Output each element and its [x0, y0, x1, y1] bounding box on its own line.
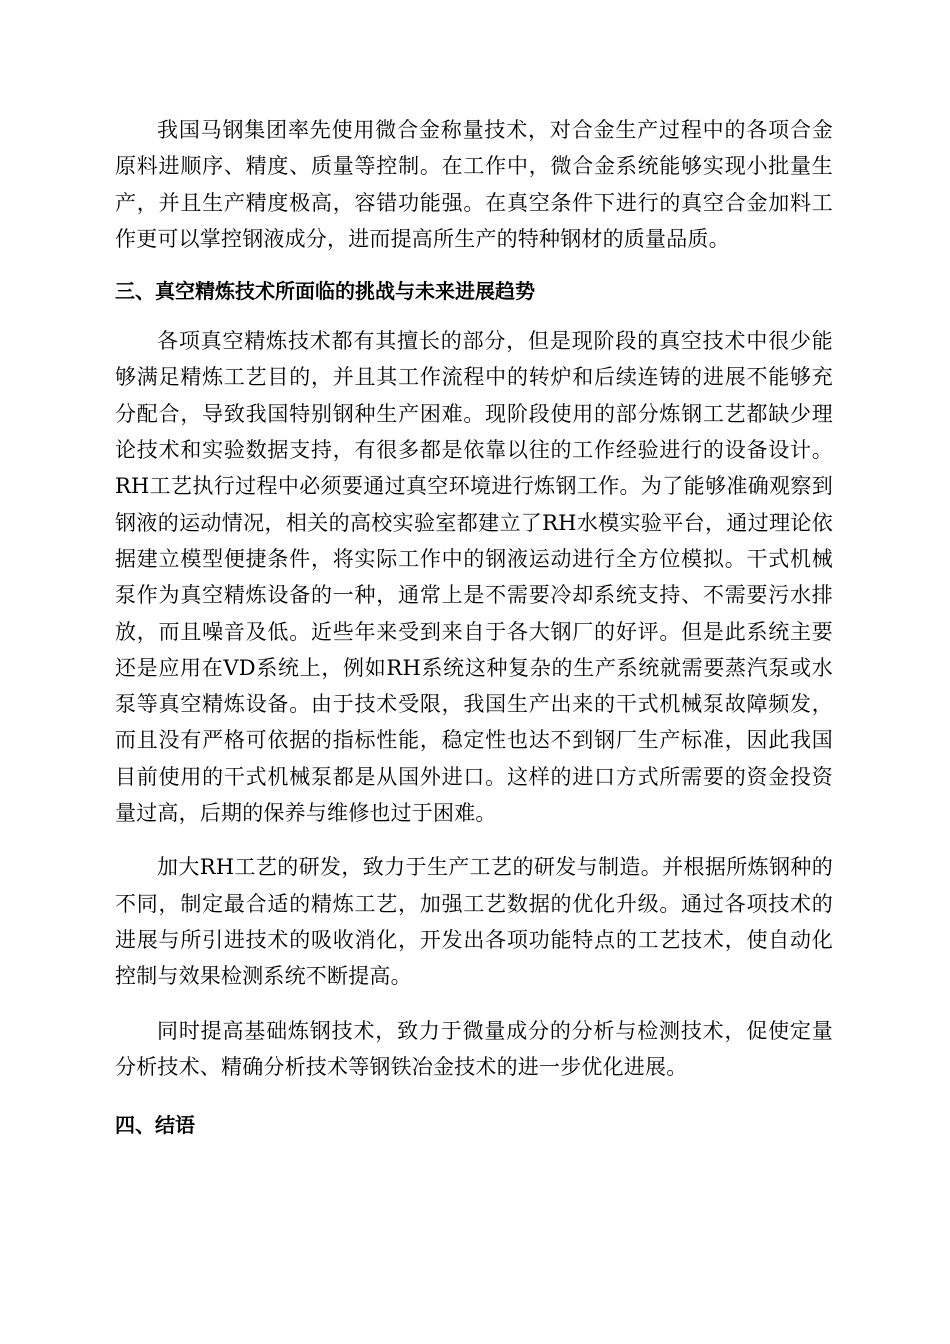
section-heading-3: 三、真空精炼技术所面临的挑战与未来进展趋势 — [115, 279, 535, 304]
section-heading-4: 四、结语 — [115, 1113, 195, 1138]
paragraph-basic-technology: 同时提高基础炼钢技术，致力于微量成分的分析与检测技术，促使定量分析技术、精确分析技术等钢铁冶金技术的进一步优化进展。 — [115, 1018, 833, 1079]
paragraph-rh-development: 加大RH工艺的研发，致力于生产工艺的研发与制造。并根据所炼钢种的不同，制定最合适的精炼工艺，加强工艺数据的优化升级。通过各项技术的进展与所引进技术的吸收消化，开发出各项功能特点的工艺技术，使自动化控制与效果检测系统不断提高。 — [115, 855, 833, 989]
paragraph-challenges: 各项真空精炼技术都有其擅长的部分，但是现阶段的真空技术中很少能够满足精炼工艺目的，并且其工作流程中的转炉和后续连铸的进展不能够充分配合，导致我国特别钢种生产困难。现阶段使用的部分炼钢工艺都缺少理论技术和实验数据支持，有很多都是依靠以往的工作经验进行的设备设计。RH工艺执行过程中必须要通过真空环境进行炼钢工作。为了能够准确观察到钢液的运动情况，相关的高校实验室都建立了RH水模实验平台，通过理论依据建立模型便捷条件，将实际工作中的钢液运动进行全方位模拟。干式机械泵作为真空精炼设备的一种，通常上是不需要冷却系统支持、不需要污水排放，而且噪音及低。近些年来受到来自于各大钢厂的好评。但是此系统主要还是应用在VD系统上，例如RH系统这种复杂的生产系统就需要蒸汽泵或水泵等真空精炼设备。由于技术受限，我国生产出来的干式机械泵故障频发，而且没有严格可依据的指标性能，稳定性也达不到钢厂生产标准，因此我国目前使用的干式机械泵都是从国外进口。这样的进口方式所需要的资金投资量过高，后期的保养与维修也过于困难。 — [115, 329, 833, 826]
paragraph-alloy-weighing: 我国马钢集团率先使用微合金称量技术，对合金生产过程中的各项合金原料进顺序、精度、质量等控制。在工作中，微合金系统能够实现小批量生产，并且生产精度极高，容错功能强。在真空条件下进行的真空合金加料工作更可以掌控钢液成分，进而提高所生产的特种钢材的质量品质。 — [115, 118, 833, 251]
document-page — [115, 112, 833, 1143]
